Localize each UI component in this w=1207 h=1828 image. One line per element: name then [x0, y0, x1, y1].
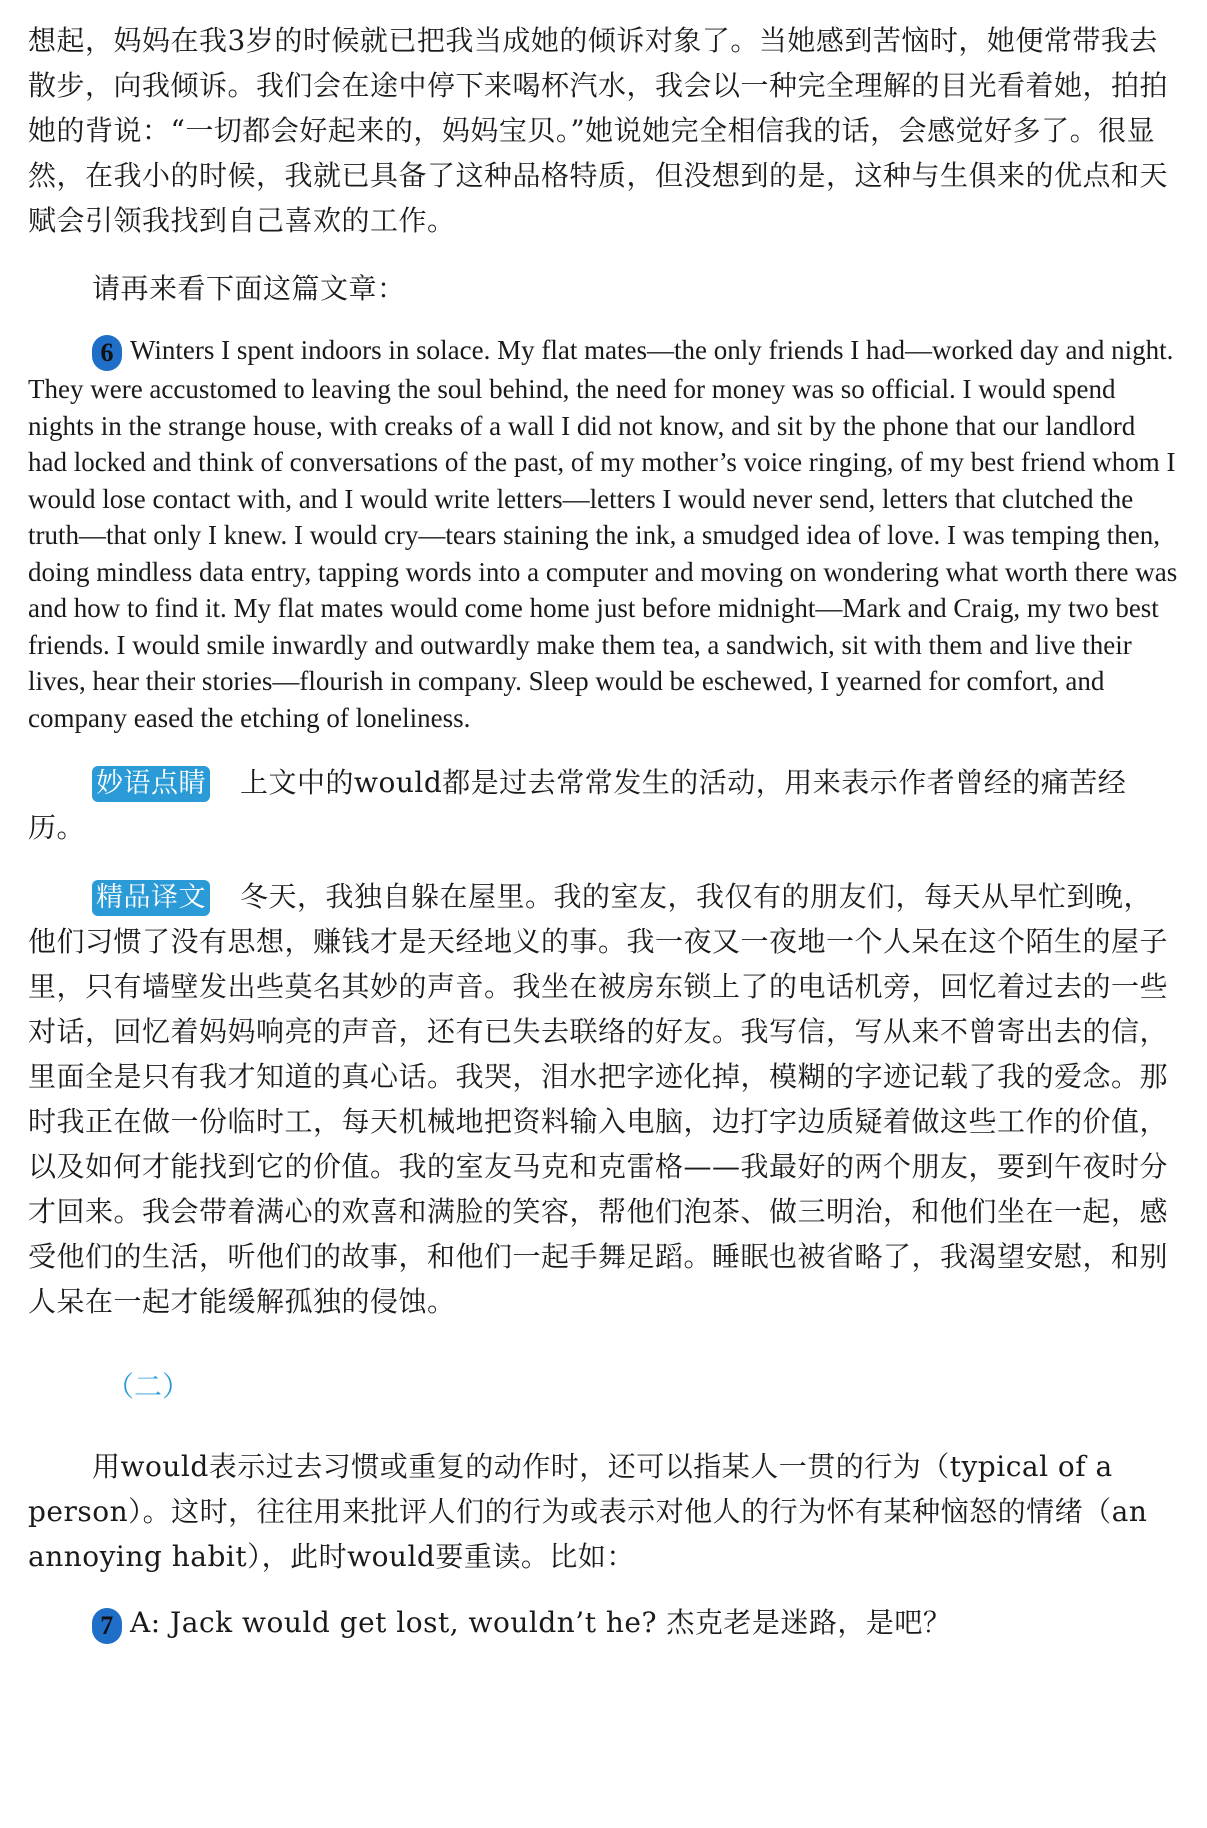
lead-in-text: 请再来看下面这篇文章： — [92, 272, 406, 305]
example-6 — [28, 332, 1180, 736]
example-6-text: Winters I spent indoors in solace. My flat mates—the only friends I had—worked day and night. They were accustomed to leaving the soul behind, the need for money was so official. I would spend nights in the strange house, with creaks of a wall I did not know, and sit by the phone that our landlord had locked and think of conversations of the past, of my mother’s voice ringing, of my best friend whom I would lose contact with, and I would write letters—letters I would never send, letters that clutched the truth—that only I knew. I would cry—tears staining the ink, a smudged idea of love. I was temping then, doing mindless data entry, tapping words into a computer and moving on wondering what worth there was and how to find it. My flat mates would come home just before midnight—Mark and Craig, my two best friends. I would smile inwardly and outwardly make them tea, a sandwich, sit with them and live their lives, hear their stories—flourish in company. Sleep would be eschewed, I yearned for comfort, and company eased the etching of loneliness. — [28, 335, 1178, 733]
section-title: （二） — [106, 1370, 191, 1403]
document-page — [28, 18, 1180, 1645]
example-7 — [28, 1600, 1180, 1645]
example-number-badge: 7 — [92, 1608, 122, 1644]
example-7-text: A: Jack would get lost, wouldn’t he? 杰克老是迷路，是吧？ — [130, 1606, 952, 1639]
example-number-badge: 6 — [92, 335, 122, 371]
commentary-text: 上文中的would都是过去常常发生的活动，用来表示作者曾经的痛苦经历。 — [28, 766, 1127, 844]
commentary-block — [28, 760, 1180, 850]
translation-text: 冬天，我独自躲在屋里。我的室友，我仅有的朋友们，每天从早忙到晚，他们习惯了没有思想，赚钱才是天经地义的事。我一夜又一夜地一个人呆在这个陌生的屋子里，只有墙壁发出些莫名其妙的声音。我坐在被房东锁上了的电话机旁，回忆着过去的一些对话，回忆着妈妈响亮的声音，还有已失去联络的好友。我写信，写从来不曾寄出去的信，里面全是只有我才知道的真心话。我哭，泪水把字迹化掉，模糊的字迹记载了我的爱念。那时我正在做一份临时工，每天机械地把资料输入电脑，边打字边质疑着做这些工作的价值，以及如何才能找到它的价值。我的室友马克和克雷格——我最好的两个朋友，要到午夜时分才回来。我会带着满心的欢喜和满脸的笑容，帮他们泡茶、做三明治，和他们坐在一起，感受他们的生活，听他们的故事，和他们一起手舞足蹈。睡眠也被省略了，我渴望安慰，和别人呆在一起才能缓解孤独的侵蚀。 — [28, 880, 1169, 1318]
translation-label: 精品译文 — [92, 880, 210, 916]
commentary-label: 妙语点睛 — [92, 766, 210, 802]
section-explanation: 用would表示过去习惯或重复的动作时，还可以指某人一贯的行为（typical of a person）。这时，往往用来批评人们的行为或表示对他人的行为怀有某种恼怒的情绪（an annoying habit），此时would要重读。比如： — [28, 1450, 1148, 1573]
translation-block — [28, 874, 1180, 1324]
intro-paragraph: 想起，妈妈在我3岁的时候就已把我当成她的倾诉对象了。当她感到苦恼时，她便常带我去散步，向我倾诉。我们会在途中停下来喝杯汽水，我会以一种完全理解的目光看着她，拍拍她的背说：“一切都会好起来的，妈妈宝贝。”她说她完全相信我的话，会感觉好多了。很显然，在我小的时候，我就已具备了这种品格特质，但没想到的是，这种与生俱来的优点和天赋会引领我找到自己喜欢的工作。 — [28, 24, 1169, 237]
